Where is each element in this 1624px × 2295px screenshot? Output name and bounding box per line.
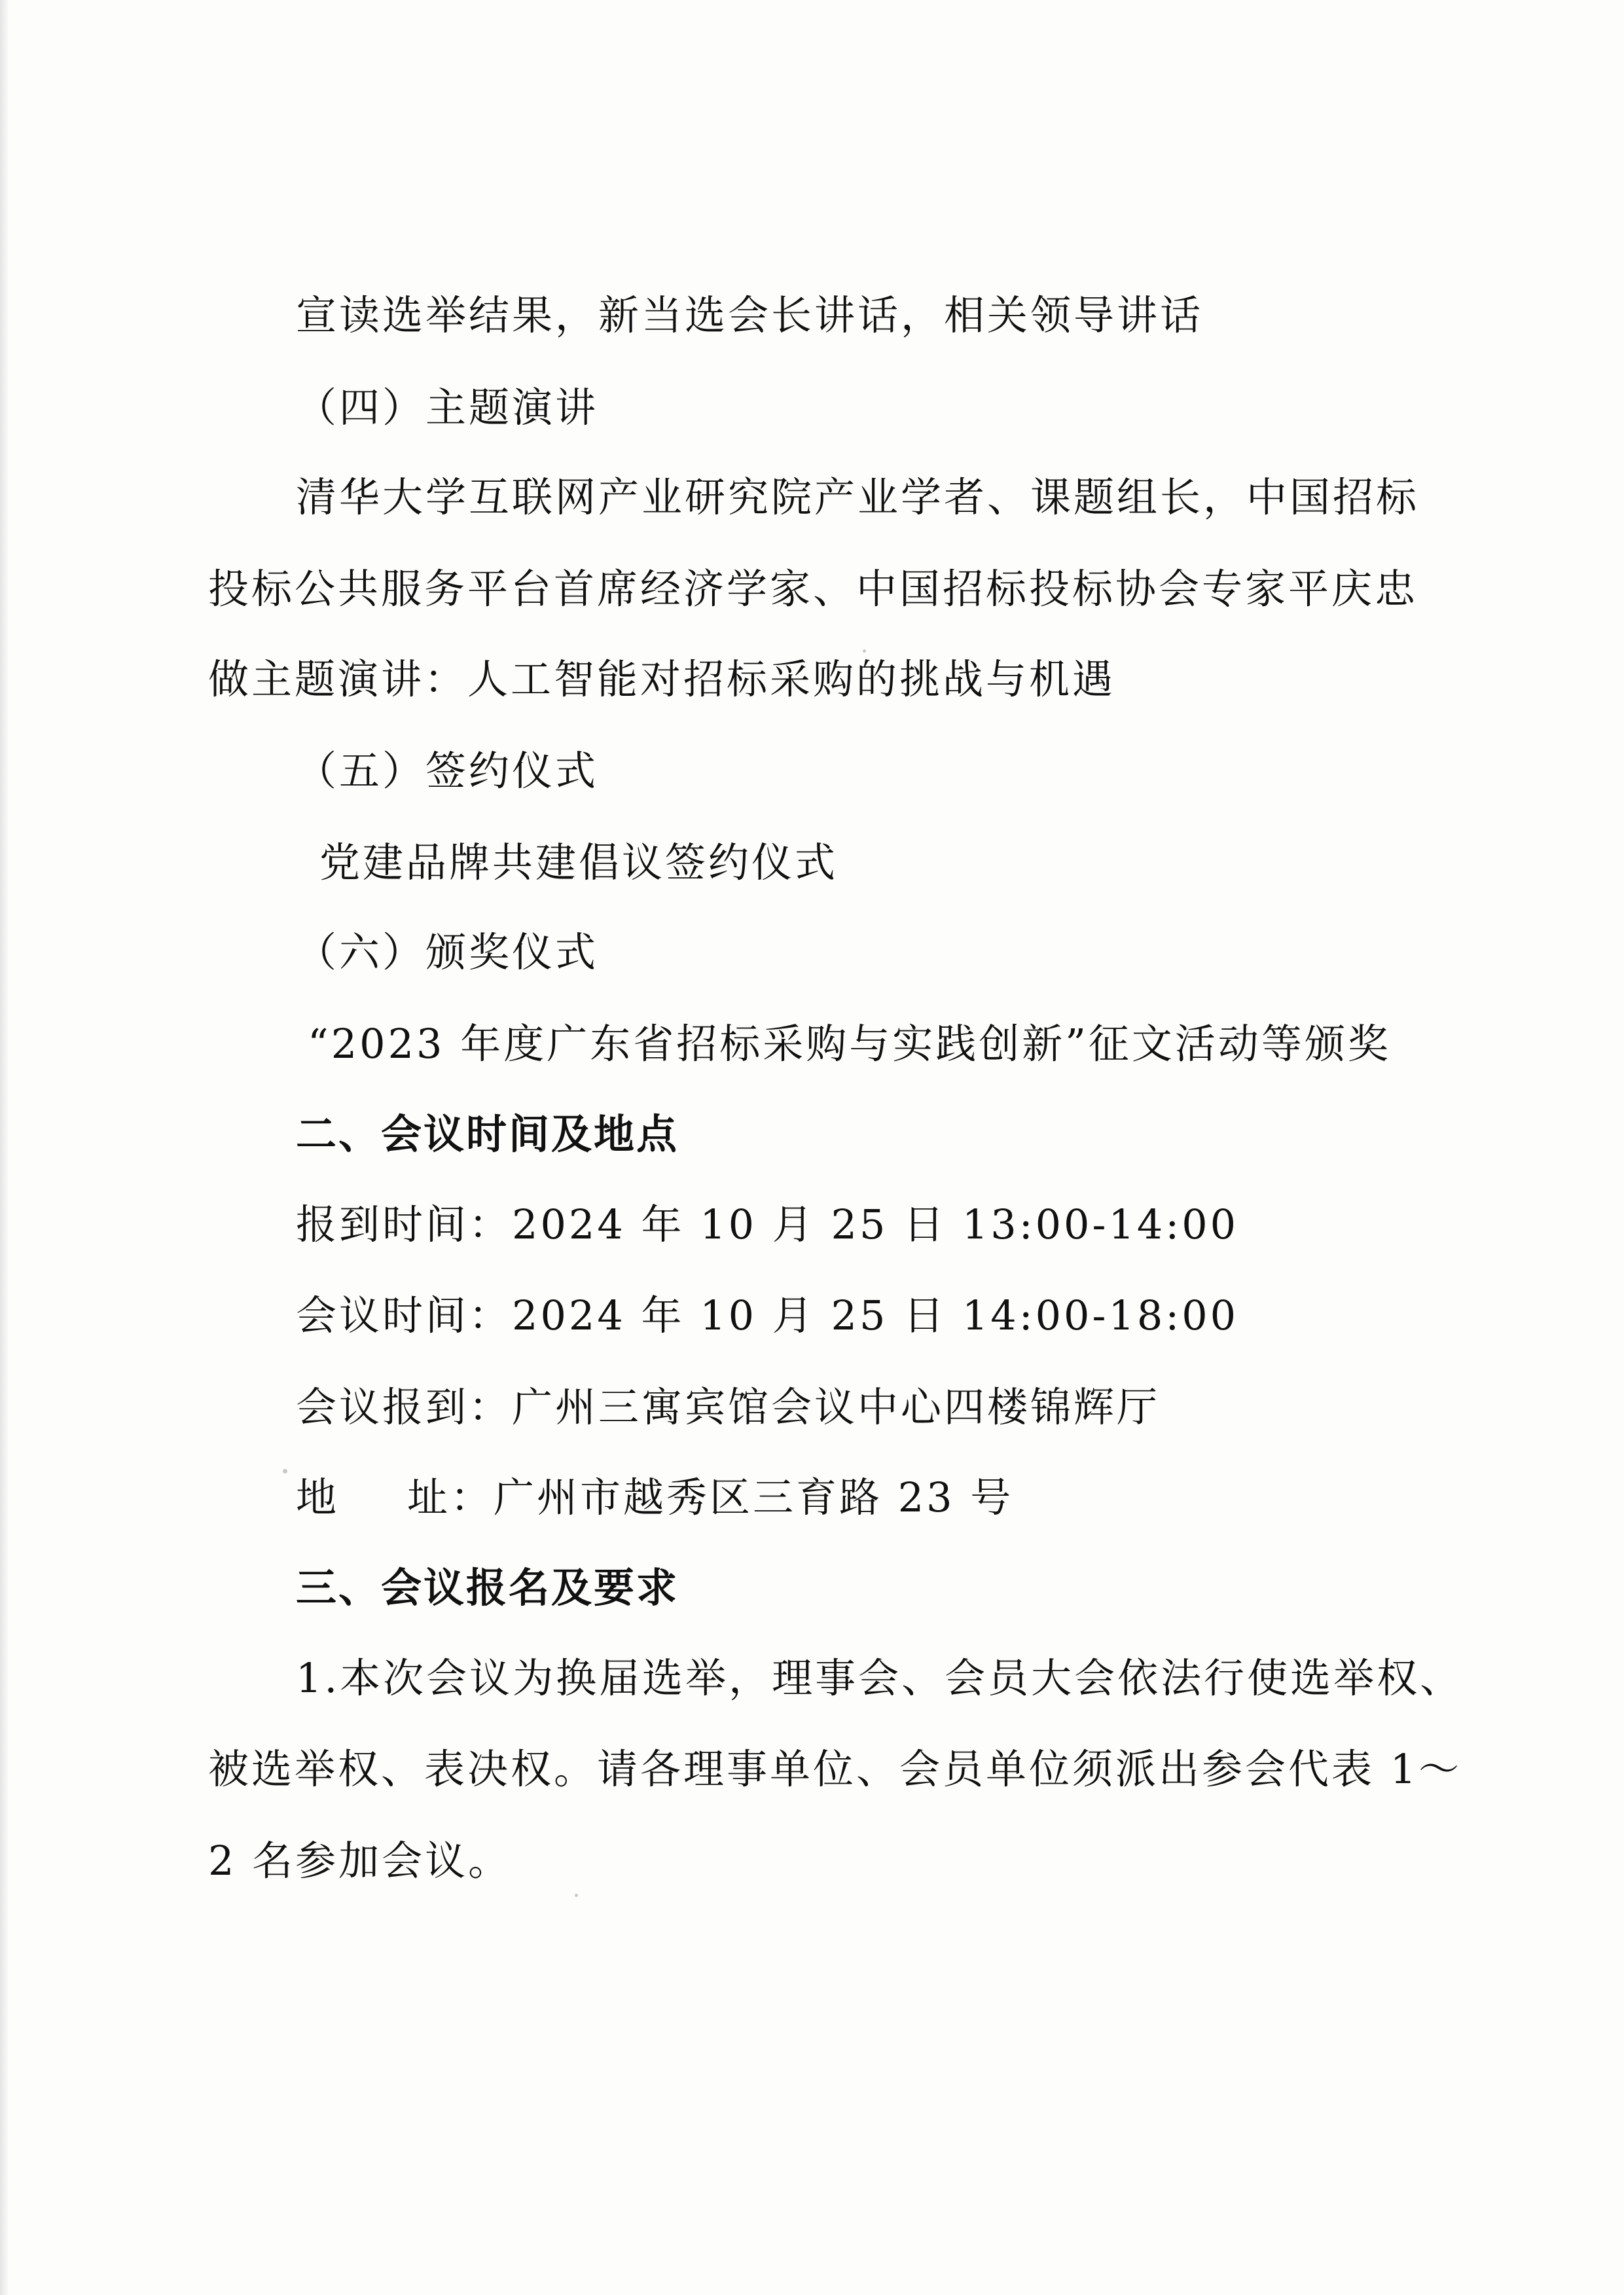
address-line — [296, 1472, 1013, 1524]
item4-text-line-2: 投标公共服务平台首席经济学家、中国招标投标协会专家平庆忠 — [208, 565, 1418, 613]
section3-heading: 三、会议报名及要求 — [296, 1564, 679, 1612]
item6-text: “2023 年度广东省招标采购与实践创新”征文活动等颁奖 — [308, 1020, 1391, 1068]
scan-speck — [283, 1469, 287, 1473]
requirement-1-line-3: 2 名参加会议。 — [208, 1837, 512, 1885]
item4-title: （四）主题演讲 — [296, 384, 599, 431]
requirement-1-line-1: 1.本次会议为换届选举，理事会、会员大会依法行使选举权、 — [296, 1654, 1464, 1702]
checkin-place: 会议报到：广州三寓宾馆会议中心四楼锦辉厅 — [296, 1383, 1161, 1431]
item3-text: 宣读选举结果，新当选会长讲话，相关领导讲话 — [296, 291, 1204, 339]
scan-speck — [863, 649, 866, 653]
meeting-time: 会议时间：2024 年 10 月 25 日 14:00-18:00 — [296, 1292, 1239, 1339]
item6-title: （六）颁奖仪式 — [296, 928, 599, 976]
scan-speck — [575, 1894, 578, 1897]
scan-edge-shadow — [0, 0, 9, 2295]
item5-text: 党建品牌共建倡议签约仪式 — [319, 839, 839, 886]
checkin-time: 报到时间：2024 年 10 月 25 日 13:00-14:00 — [296, 1201, 1239, 1248]
address-value: 址：广州市越秀区三育路 23 号 — [407, 1473, 1014, 1521]
address-label: 地 — [296, 1473, 340, 1521]
section2-heading: 二、会议时间及地点 — [296, 1110, 679, 1158]
requirement-1-line-2: 被选举权、表决权。请各理事单位、会员单位须派出参会代表 1～ — [208, 1745, 1462, 1793]
item4-text-line-1: 清华大学互联网产业研究院产业学者、课题组长，中国招标 — [296, 473, 1420, 521]
item5-title: （五）签约仪式 — [296, 747, 599, 795]
item4-text-line-3: 做主题演讲：人工智能对招标采购的挑战与机遇 — [208, 655, 1116, 703]
